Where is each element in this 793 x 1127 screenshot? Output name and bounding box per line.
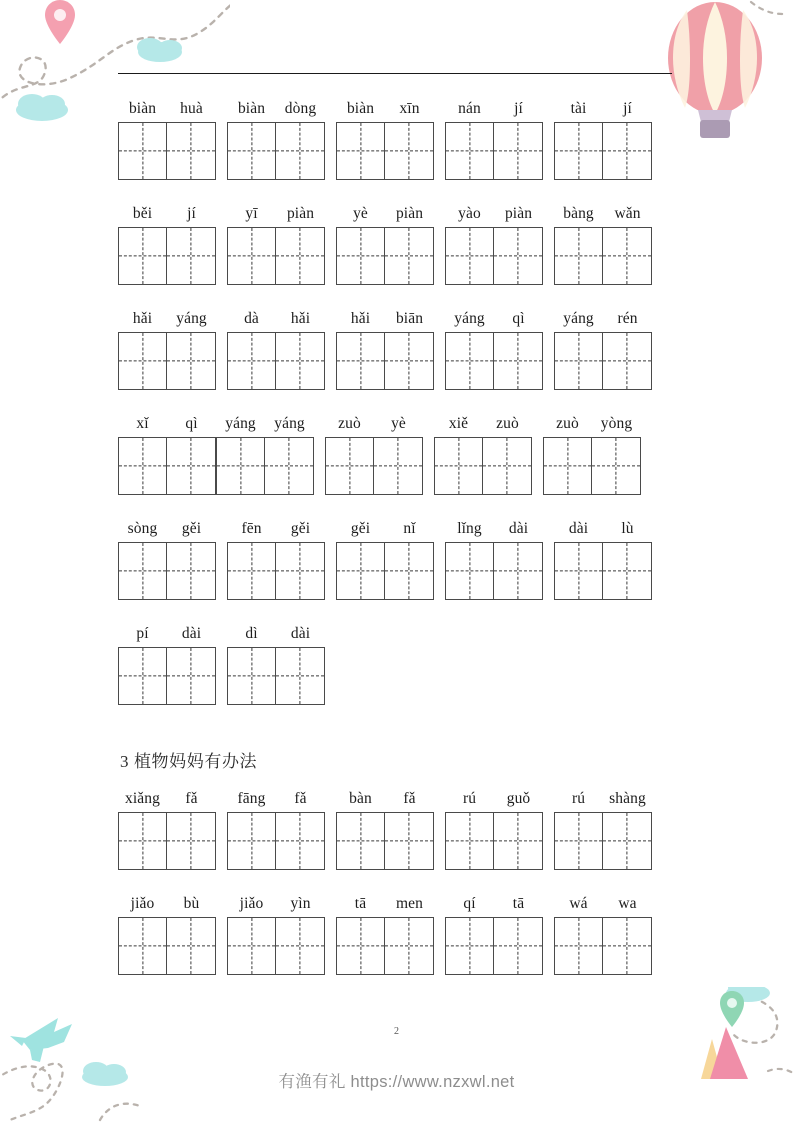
pinyin-label — [434, 411, 532, 437]
pinyin-syllable: fǎ — [403, 790, 416, 807]
writing-cell[interactable] — [494, 123, 542, 179]
writing-grid[interactable] — [445, 227, 543, 285]
pinyin-label — [445, 201, 543, 227]
writing-cell[interactable] — [385, 333, 433, 389]
word-entry — [118, 891, 216, 975]
pinyin-label — [325, 411, 423, 437]
writing-cell[interactable] — [555, 228, 603, 284]
word-entry — [336, 516, 434, 600]
writing-cell[interactable] — [337, 918, 385, 974]
writing-grid[interactable] — [118, 122, 216, 180]
pinyin-syllable: nán — [458, 100, 481, 117]
pinyin-syllable: dòng — [284, 100, 317, 117]
word-entry — [554, 306, 652, 390]
pinyin-syllable: fāng — [237, 790, 266, 807]
pinyin-syllable: jí — [187, 205, 196, 222]
writing-grid[interactable] — [227, 332, 325, 390]
writing-cell[interactable] — [446, 123, 494, 179]
writing-cell[interactable] — [446, 333, 494, 389]
pinyin-syllable: yìn — [290, 895, 311, 912]
writing-grid[interactable] — [554, 122, 652, 180]
pinyin-label — [227, 786, 325, 812]
word-entry — [118, 201, 216, 285]
pinyin-syllable: fēn — [241, 520, 262, 537]
writing-grid[interactable] — [118, 917, 216, 975]
writing-grid[interactable] — [118, 812, 216, 870]
pinyin-label — [336, 306, 434, 332]
pinyin-syllable: dài — [568, 520, 589, 537]
word-entry — [554, 96, 652, 180]
writing-cell[interactable] — [494, 813, 542, 869]
word-entry — [118, 96, 216, 180]
header-rule — [118, 73, 672, 74]
word-row — [118, 201, 678, 297]
word-entry — [118, 621, 216, 705]
writing-grid[interactable] — [118, 227, 216, 285]
pinyin-syllable: wá — [569, 895, 588, 912]
pinyin-label — [445, 96, 543, 122]
word-entry — [118, 411, 314, 495]
pinyin-label — [118, 891, 216, 917]
pinyin-syllable: xiǎng — [125, 790, 160, 807]
word-entry — [227, 621, 325, 705]
word-entry — [434, 411, 532, 495]
writing-grid[interactable] — [227, 122, 325, 180]
pinyin-syllable: fǎ — [185, 790, 198, 807]
worksheet-content — [118, 96, 678, 996]
writing-grid[interactable] — [227, 647, 325, 705]
pinyin-syllable: yè — [391, 415, 406, 432]
pinyin-label — [554, 891, 652, 917]
writing-cell[interactable] — [276, 333, 324, 389]
pinyin-label — [543, 411, 641, 437]
writing-cell[interactable] — [385, 543, 433, 599]
pinyin-syllable: bù — [183, 895, 200, 912]
writing-grid[interactable] — [554, 332, 652, 390]
pinyin-label — [336, 516, 434, 542]
word-entry — [445, 201, 543, 285]
pinyin-syllable: xǐ — [136, 415, 149, 432]
writing-cell[interactable] — [228, 228, 276, 284]
pinyin-label — [445, 891, 543, 917]
word-row — [118, 891, 678, 987]
writing-cell[interactable] — [119, 123, 167, 179]
pinyin-label — [227, 516, 325, 542]
writing-grid[interactable] — [554, 542, 652, 600]
writing-grid[interactable] — [554, 917, 652, 975]
word-entry — [445, 96, 543, 180]
pinyin-syllable: qì — [185, 415, 198, 432]
word-entry — [445, 516, 543, 600]
pinyin-syllable: piàn — [504, 205, 533, 222]
writing-grid[interactable] — [336, 917, 434, 975]
word-entry — [445, 891, 543, 975]
writing-cell[interactable] — [167, 228, 215, 284]
word-entry — [227, 306, 325, 390]
word-entry — [227, 201, 325, 285]
pinyin-syllable: sòng — [127, 520, 158, 537]
writing-cell[interactable] — [326, 438, 374, 494]
writing-cell[interactable] — [119, 333, 167, 389]
pinyin-syllable: dài — [290, 625, 311, 642]
writing-cell[interactable] — [494, 333, 542, 389]
pinyin-label — [554, 96, 652, 122]
word-entry — [118, 516, 216, 600]
pinyin-syllable: biàn — [128, 100, 157, 117]
pinyin-syllable: yáng — [225, 415, 256, 432]
writing-cell[interactable] — [167, 543, 215, 599]
writing-cell[interactable] — [555, 333, 603, 389]
writing-grid[interactable] — [445, 122, 543, 180]
writing-grid[interactable] — [118, 437, 216, 495]
word-entry — [227, 96, 325, 180]
word-entry — [543, 411, 641, 495]
writing-grid[interactable] — [325, 437, 423, 495]
pinyin-syllable: rú — [462, 790, 477, 807]
word-entry — [227, 786, 325, 870]
writing-grid[interactable] — [216, 437, 314, 495]
pinyin-syllable: biān — [395, 310, 424, 327]
writing-grid[interactable] — [227, 542, 325, 600]
word-entry — [118, 306, 216, 390]
word-row — [118, 786, 678, 882]
writing-cell[interactable] — [119, 543, 167, 599]
writing-cell[interactable] — [555, 813, 603, 869]
pinyin-syllable: yào — [458, 205, 481, 222]
word-entry — [445, 786, 543, 870]
writing-grid[interactable] — [118, 332, 216, 390]
pinyin-syllable: jiǎo — [239, 895, 264, 912]
pinyin-label — [554, 306, 652, 332]
pinyin-syllable: dài — [508, 520, 529, 537]
word-entry — [227, 891, 325, 975]
pinyin-label — [227, 201, 325, 227]
pinyin-syllable: dài — [181, 625, 202, 642]
pinyin-syllable: gěi — [181, 520, 202, 537]
writing-cell[interactable] — [603, 918, 651, 974]
writing-cell[interactable] — [337, 333, 385, 389]
writing-cell[interactable] — [385, 228, 433, 284]
writing-cell[interactable] — [555, 123, 603, 179]
pinyin-syllable: biàn — [237, 100, 266, 117]
writing-cell[interactable] — [228, 543, 276, 599]
writing-grid[interactable] — [336, 227, 434, 285]
writing-grid[interactable] — [554, 227, 652, 285]
pinyin-syllable: hǎi — [290, 310, 311, 327]
pinyin-syllable: biàn — [346, 100, 375, 117]
pinyin-label — [554, 786, 652, 812]
writing-cell[interactable] — [276, 813, 324, 869]
pinyin-syllable: xīn — [399, 100, 420, 117]
pinyin-label — [227, 306, 325, 332]
writing-cell[interactable] — [592, 438, 640, 494]
writing-cell[interactable] — [167, 648, 215, 704]
watermark: 有渔有礼 https://www.nzxwl.net — [278, 1073, 515, 1091]
writing-cell[interactable] — [603, 813, 651, 869]
word-entry — [554, 201, 652, 285]
pinyin-label — [118, 786, 216, 812]
writing-grid[interactable] — [445, 542, 543, 600]
word-entry — [336, 201, 434, 285]
pinyin-syllable: yòng — [600, 415, 633, 432]
writing-cell[interactable] — [544, 438, 592, 494]
word-entry — [118, 786, 216, 870]
writing-cell[interactable] — [167, 813, 215, 869]
pinyin-label — [118, 306, 216, 332]
pinyin-label — [118, 201, 216, 227]
pinyin-label — [336, 891, 434, 917]
writing-cell[interactable] — [385, 123, 433, 179]
pinyin-label — [118, 411, 314, 437]
writing-grid[interactable] — [118, 647, 216, 705]
writing-cell[interactable] — [337, 813, 385, 869]
writing-grid[interactable] — [445, 812, 543, 870]
pinyin-syllable: hǎi — [350, 310, 371, 327]
pinyin-syllable: tài — [570, 100, 587, 117]
pinyin-label — [554, 516, 652, 542]
pinyin-syllable: yáng — [176, 310, 207, 327]
writing-cell[interactable] — [337, 228, 385, 284]
pinyin-label — [554, 201, 652, 227]
writing-cell[interactable] — [119, 648, 167, 704]
writing-grid[interactable] — [445, 917, 543, 975]
pinyin-syllable: lù — [621, 520, 634, 537]
pinyin-syllable: lǐng — [457, 520, 482, 537]
pinyin-syllable: hǎi — [132, 310, 153, 327]
pinyin-syllable: yè — [353, 205, 368, 222]
pinyin-syllable: pí — [136, 625, 149, 642]
pinyin-label — [227, 96, 325, 122]
pinyin-syllable: huà — [180, 100, 203, 117]
writing-cell[interactable] — [385, 813, 433, 869]
word-row — [118, 306, 678, 402]
pinyin-label — [336, 786, 434, 812]
writing-cell[interactable] — [483, 438, 531, 494]
writing-cell[interactable] — [276, 228, 324, 284]
pinyin-label — [336, 96, 434, 122]
word-entry — [336, 306, 434, 390]
word-entry — [554, 516, 652, 600]
pinyin-syllable: dì — [245, 625, 258, 642]
pinyin-syllable: jiǎo — [130, 895, 155, 912]
writing-cell[interactable] — [337, 543, 385, 599]
writing-cell[interactable] — [276, 648, 324, 704]
writing-cell[interactable] — [167, 918, 215, 974]
writing-cell[interactable] — [228, 648, 276, 704]
writing-cell[interactable] — [276, 543, 324, 599]
word-entry — [336, 786, 434, 870]
writing-cell[interactable] — [603, 228, 651, 284]
writing-cell[interactable] — [446, 228, 494, 284]
writing-cell[interactable] — [494, 543, 542, 599]
word-entry — [554, 891, 652, 975]
pinyin-syllable: tā — [512, 895, 525, 912]
writing-cell[interactable] — [167, 333, 215, 389]
pinyin-syllable: piàn — [286, 205, 315, 222]
pinyin-label — [445, 516, 543, 542]
pinyin-syllable: men — [396, 895, 423, 912]
writing-grid[interactable] — [445, 332, 543, 390]
pinyin-label — [227, 891, 325, 917]
writing-grid[interactable] — [336, 542, 434, 600]
writing-grid[interactable] — [336, 332, 434, 390]
writing-cell[interactable] — [119, 228, 167, 284]
writing-cell[interactable] — [167, 438, 215, 494]
writing-cell[interactable] — [603, 543, 651, 599]
writing-grid[interactable] — [227, 812, 325, 870]
pinyin-syllable: zuò — [496, 415, 519, 432]
pinyin-syllable: fǎ — [294, 790, 307, 807]
pinyin-syllable: zuò — [338, 415, 361, 432]
pinyin-label — [445, 306, 543, 332]
writing-cell[interactable] — [374, 438, 422, 494]
pinyin-label — [118, 96, 216, 122]
section-heading: 3 植物妈妈有办法 — [120, 752, 258, 771]
writing-cell[interactable] — [228, 333, 276, 389]
writing-cell[interactable] — [228, 813, 276, 869]
pinyin-syllable: wa — [618, 895, 637, 912]
writing-cell[interactable] — [228, 123, 276, 179]
writing-cell[interactable] — [167, 123, 215, 179]
pinyin-syllable: bàn — [349, 790, 372, 807]
writing-cell[interactable] — [265, 438, 313, 494]
pinyin-label — [336, 201, 434, 227]
pinyin-label — [118, 516, 216, 542]
pinyin-syllable: jí — [514, 100, 523, 117]
pinyin-syllable: yáng — [274, 415, 305, 432]
pinyin-syllable: yī — [245, 205, 258, 222]
word-entry — [445, 306, 543, 390]
pinyin-syllable: rén — [617, 310, 638, 327]
writing-cell[interactable] — [494, 918, 542, 974]
writing-grid[interactable] — [336, 122, 434, 180]
writing-cell[interactable] — [435, 438, 483, 494]
writing-cell[interactable] — [217, 438, 265, 494]
word-entry — [227, 516, 325, 600]
pinyin-syllable: běi — [132, 205, 153, 222]
pinyin-syllable: piàn — [395, 205, 424, 222]
writing-cell[interactable] — [555, 543, 603, 599]
writing-cell[interactable] — [119, 438, 167, 494]
word-entry — [336, 96, 434, 180]
pinyin-syllable: zuò — [556, 415, 579, 432]
word-entry — [325, 411, 423, 495]
word-entry — [336, 891, 434, 975]
writing-cell[interactable] — [446, 918, 494, 974]
writing-cell[interactable] — [385, 918, 433, 974]
pinyin-syllable: gěi — [350, 520, 371, 537]
pinyin-syllable: xiě — [448, 415, 469, 432]
pinyin-syllable: tā — [354, 895, 367, 912]
writing-cell[interactable] — [446, 543, 494, 599]
page-number: 2 — [394, 1026, 399, 1037]
writing-cell[interactable] — [555, 918, 603, 974]
pinyin-syllable: jí — [623, 100, 632, 117]
pinyin-syllable: qí — [463, 895, 476, 912]
word-row — [118, 516, 678, 612]
writing-grid-pair — [118, 437, 314, 495]
writing-cell[interactable] — [228, 918, 276, 974]
writing-cell[interactable] — [603, 333, 651, 389]
writing-grid[interactable] — [554, 812, 652, 870]
pinyin-label — [118, 621, 216, 647]
pinyin-syllable: shàng — [609, 790, 646, 807]
writing-grid[interactable] — [434, 437, 532, 495]
pinyin-syllable: yáng — [454, 310, 485, 327]
writing-cell[interactable] — [337, 123, 385, 179]
pinyin-syllable: wǎn — [614, 205, 641, 222]
writing-cell[interactable] — [119, 813, 167, 869]
writing-cell[interactable] — [446, 813, 494, 869]
word-row — [118, 621, 678, 717]
word-entry — [554, 786, 652, 870]
writing-grid[interactable] — [336, 812, 434, 870]
word-row — [118, 96, 678, 192]
pinyin-syllable: qì — [512, 310, 525, 327]
writing-cell[interactable] — [276, 918, 324, 974]
word-row — [118, 411, 678, 507]
pinyin-syllable: dà — [244, 310, 259, 327]
writing-cell[interactable] — [276, 123, 324, 179]
writing-grid[interactable] — [118, 542, 216, 600]
pinyin-label — [227, 621, 325, 647]
writing-cell[interactable] — [603, 123, 651, 179]
pinyin-syllable: yáng — [563, 310, 594, 327]
pinyin-label — [445, 786, 543, 812]
writing-grid[interactable] — [227, 917, 325, 975]
writing-cell[interactable] — [494, 228, 542, 284]
pinyin-syllable: guǒ — [506, 790, 531, 807]
writing-grid[interactable] — [543, 437, 641, 495]
pinyin-syllable: gěi — [290, 520, 311, 537]
pinyin-syllable: rú — [571, 790, 586, 807]
writing-cell[interactable] — [119, 918, 167, 974]
pinyin-syllable: nǐ — [403, 520, 416, 537]
pinyin-syllable: bàng — [563, 205, 594, 222]
writing-grid[interactable] — [227, 227, 325, 285]
